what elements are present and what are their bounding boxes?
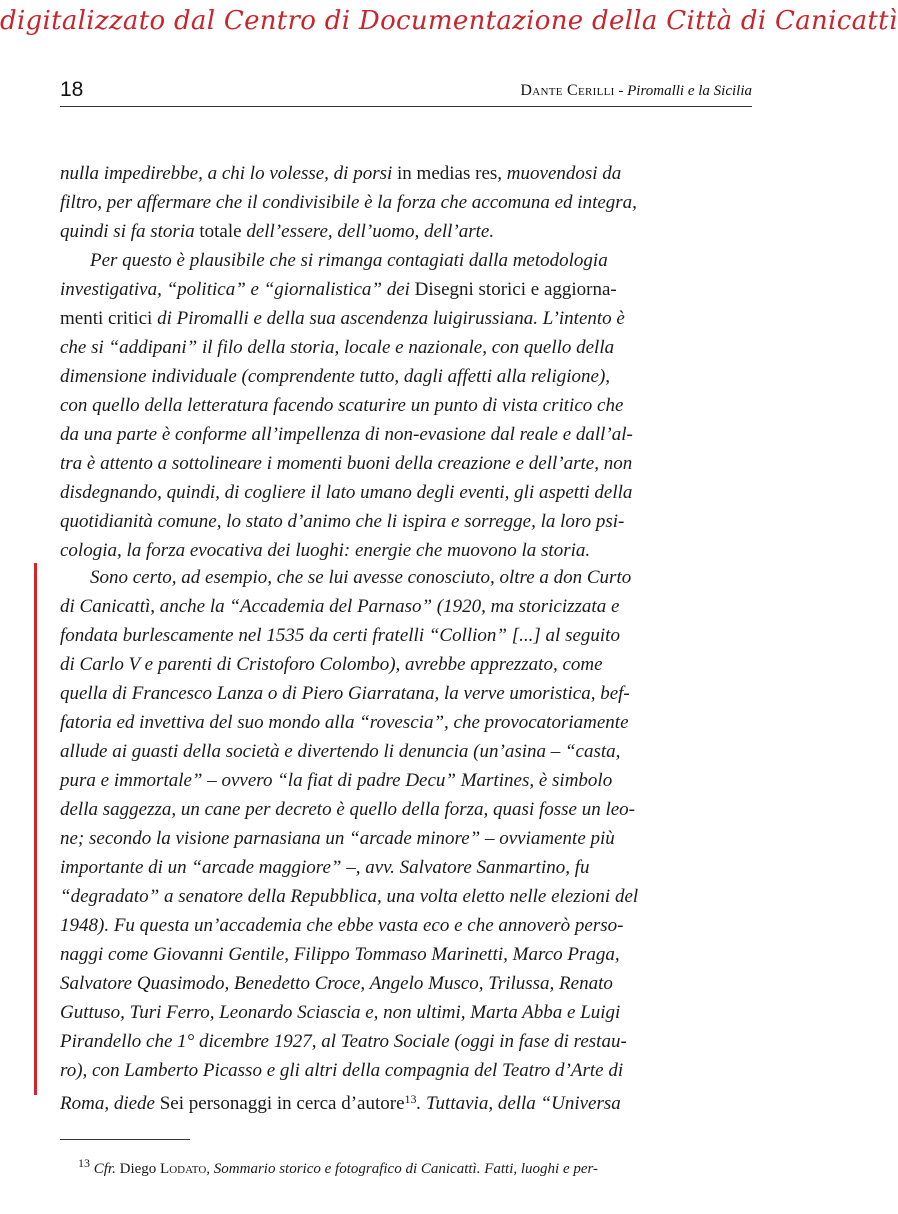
text-line: investigativa, “politica” e “giornalistica” dei Disegni storici e aggiorna- (60, 279, 617, 300)
text-line: quella di Francesco Lanza o di Piero Giarratana, la verve umoristica, bef- (60, 683, 630, 704)
text-block-top (60, 159, 752, 565)
text-line: che si “addipani” il filo della storia, locale e nazionale, con quello della (60, 337, 615, 358)
text-line: Sono certo, ad esempio, che se lui avesse conosciuto, oltre a don Curto (90, 567, 632, 588)
text-line: nulla impedirebbe, a chi lo volesse, di porsi in medias res, muovendosi da (60, 163, 622, 184)
text-line: ro), con Lamberto Picasso e gli altri della compagnia del Teatro d’Arte di (60, 1060, 624, 1081)
margin-highlight-bar (34, 563, 37, 1095)
text-line: Per questo è plausibile che si rimanga contagiati dalla metodologia (90, 250, 608, 271)
text-line: fatoria ed invettiva del suo mondo alla “rovescia”, che provocatoriamente (60, 712, 629, 733)
text-line: quotidianità comune, lo stato d’animo che li ispira e sorregge, la loro psi- (60, 511, 625, 532)
text-line: cologia, la forza evocativa dei luoghi: energie che muovono la storia. (60, 540, 591, 561)
header-rule (60, 106, 752, 107)
text-line: pura e immortale” – ovvero “la fiat di padre Decu” Martines, è simbolo (60, 770, 613, 791)
paragraph-1 (60, 159, 752, 246)
text-line: naggi come Giovanni Gentile, Filippo Tommaso Marinetti, Marco Praga, (60, 944, 620, 965)
text-line: da una parte è conforme all’impellenza di non-evasione dal reale e dall’al- (60, 424, 633, 445)
running-head-separator: - (614, 83, 628, 99)
text-line: fondata burlescamente nel 1535 da certi fratelli “Collion” [...] al seguito (60, 625, 620, 646)
running-head (520, 82, 752, 100)
text-line: Pirandello che 1° dicembre 1927, al Teatro Sociale (oggi in fase di restau- (60, 1031, 627, 1052)
text-line: menti critici di Piromalli e della sua ascendenza luigirussiana. L’intento è (60, 308, 625, 329)
text-line: della saggezza, un cane per decreto è quello della forza, quasi fosse un leo- (60, 799, 636, 820)
footnote-reference: 13 (404, 1092, 417, 1106)
text-line: disdegnando, quindi, di cogliere il lato umano degli eventi, gli aspetti della (60, 482, 633, 503)
text-block-highlighted (60, 563, 752, 1114)
text-line: “degradato” a senatore della Repubblica, una volta eletto nelle elezioni del (60, 886, 639, 907)
text-line: di Canicattì, anche la “Accademia del Parnaso” (1920, ma storicizzata e (60, 596, 620, 617)
text-line: tra è attento a sottolineare i momenti buoni della creazione e dell’arte, non (60, 453, 633, 474)
text-line: allude ai guasti della società e divertendo li denuncia (un’asina – “casta, (60, 741, 621, 762)
text-line: Guttuso, Turi Ferro, Leonardo Sciascia e, non ultimi, Marta Abba e Luigi (60, 1002, 621, 1023)
footnote-rule (60, 1139, 190, 1140)
paragraph-2 (60, 246, 752, 565)
footnote: $^{13}$ Cfr. Diego Lodato, Sommario storico e fotografico di Canicattì. Fatti, luoghi e per- (78, 1156, 599, 1177)
text-line: di Carlo V e parenti di Cristoforo Colombo), avrebbe apprezzato, come (60, 654, 603, 675)
text-line: 1948). Fu questa un’accademia che ebbe vasta eco e che annoverò perso- (60, 915, 624, 936)
running-head-author: Dante Cerilli (520, 82, 615, 99)
text-line: con quello della letteratura facendo scaturire un punto di vista critico che (60, 395, 624, 416)
text-line: Salvatore Quasimodo, Benedetto Croce, Angelo Musco, Trilussa, Renato (60, 973, 613, 994)
page-number: 18 (60, 78, 84, 101)
paragraph-3 (60, 563, 752, 1114)
text-line: ne; secondo la visione parnasiana un “arcade minore” – ovviamente più (60, 828, 615, 849)
text-line: Roma, diede Sei personaggi in cerca d’autore$^{13}$. Tuttavia, della “Universa (60, 1092, 621, 1114)
page-header (60, 78, 752, 114)
running-head-title: Piromalli e la Sicilia (627, 83, 752, 99)
text-line: importante di un “arcade maggiore” –, avv. Salvatore Sanmartino, fu (60, 857, 590, 878)
text-line: quindi si fa storia totale dell’essere, dell’uomo, dell’arte. (60, 221, 495, 242)
footnote-number: 13 (78, 1156, 90, 1170)
text-line: filtro, per affermare che il condivisibile è la forza che accomuna ed integra, (60, 192, 637, 213)
text-line: dimensione individuale (comprendente tutto, dagli affetti alla religione), (60, 366, 611, 387)
digitization-watermark: digitalizzato dal Centro di Documentazione della Città di Canicattì (0, 6, 898, 36)
